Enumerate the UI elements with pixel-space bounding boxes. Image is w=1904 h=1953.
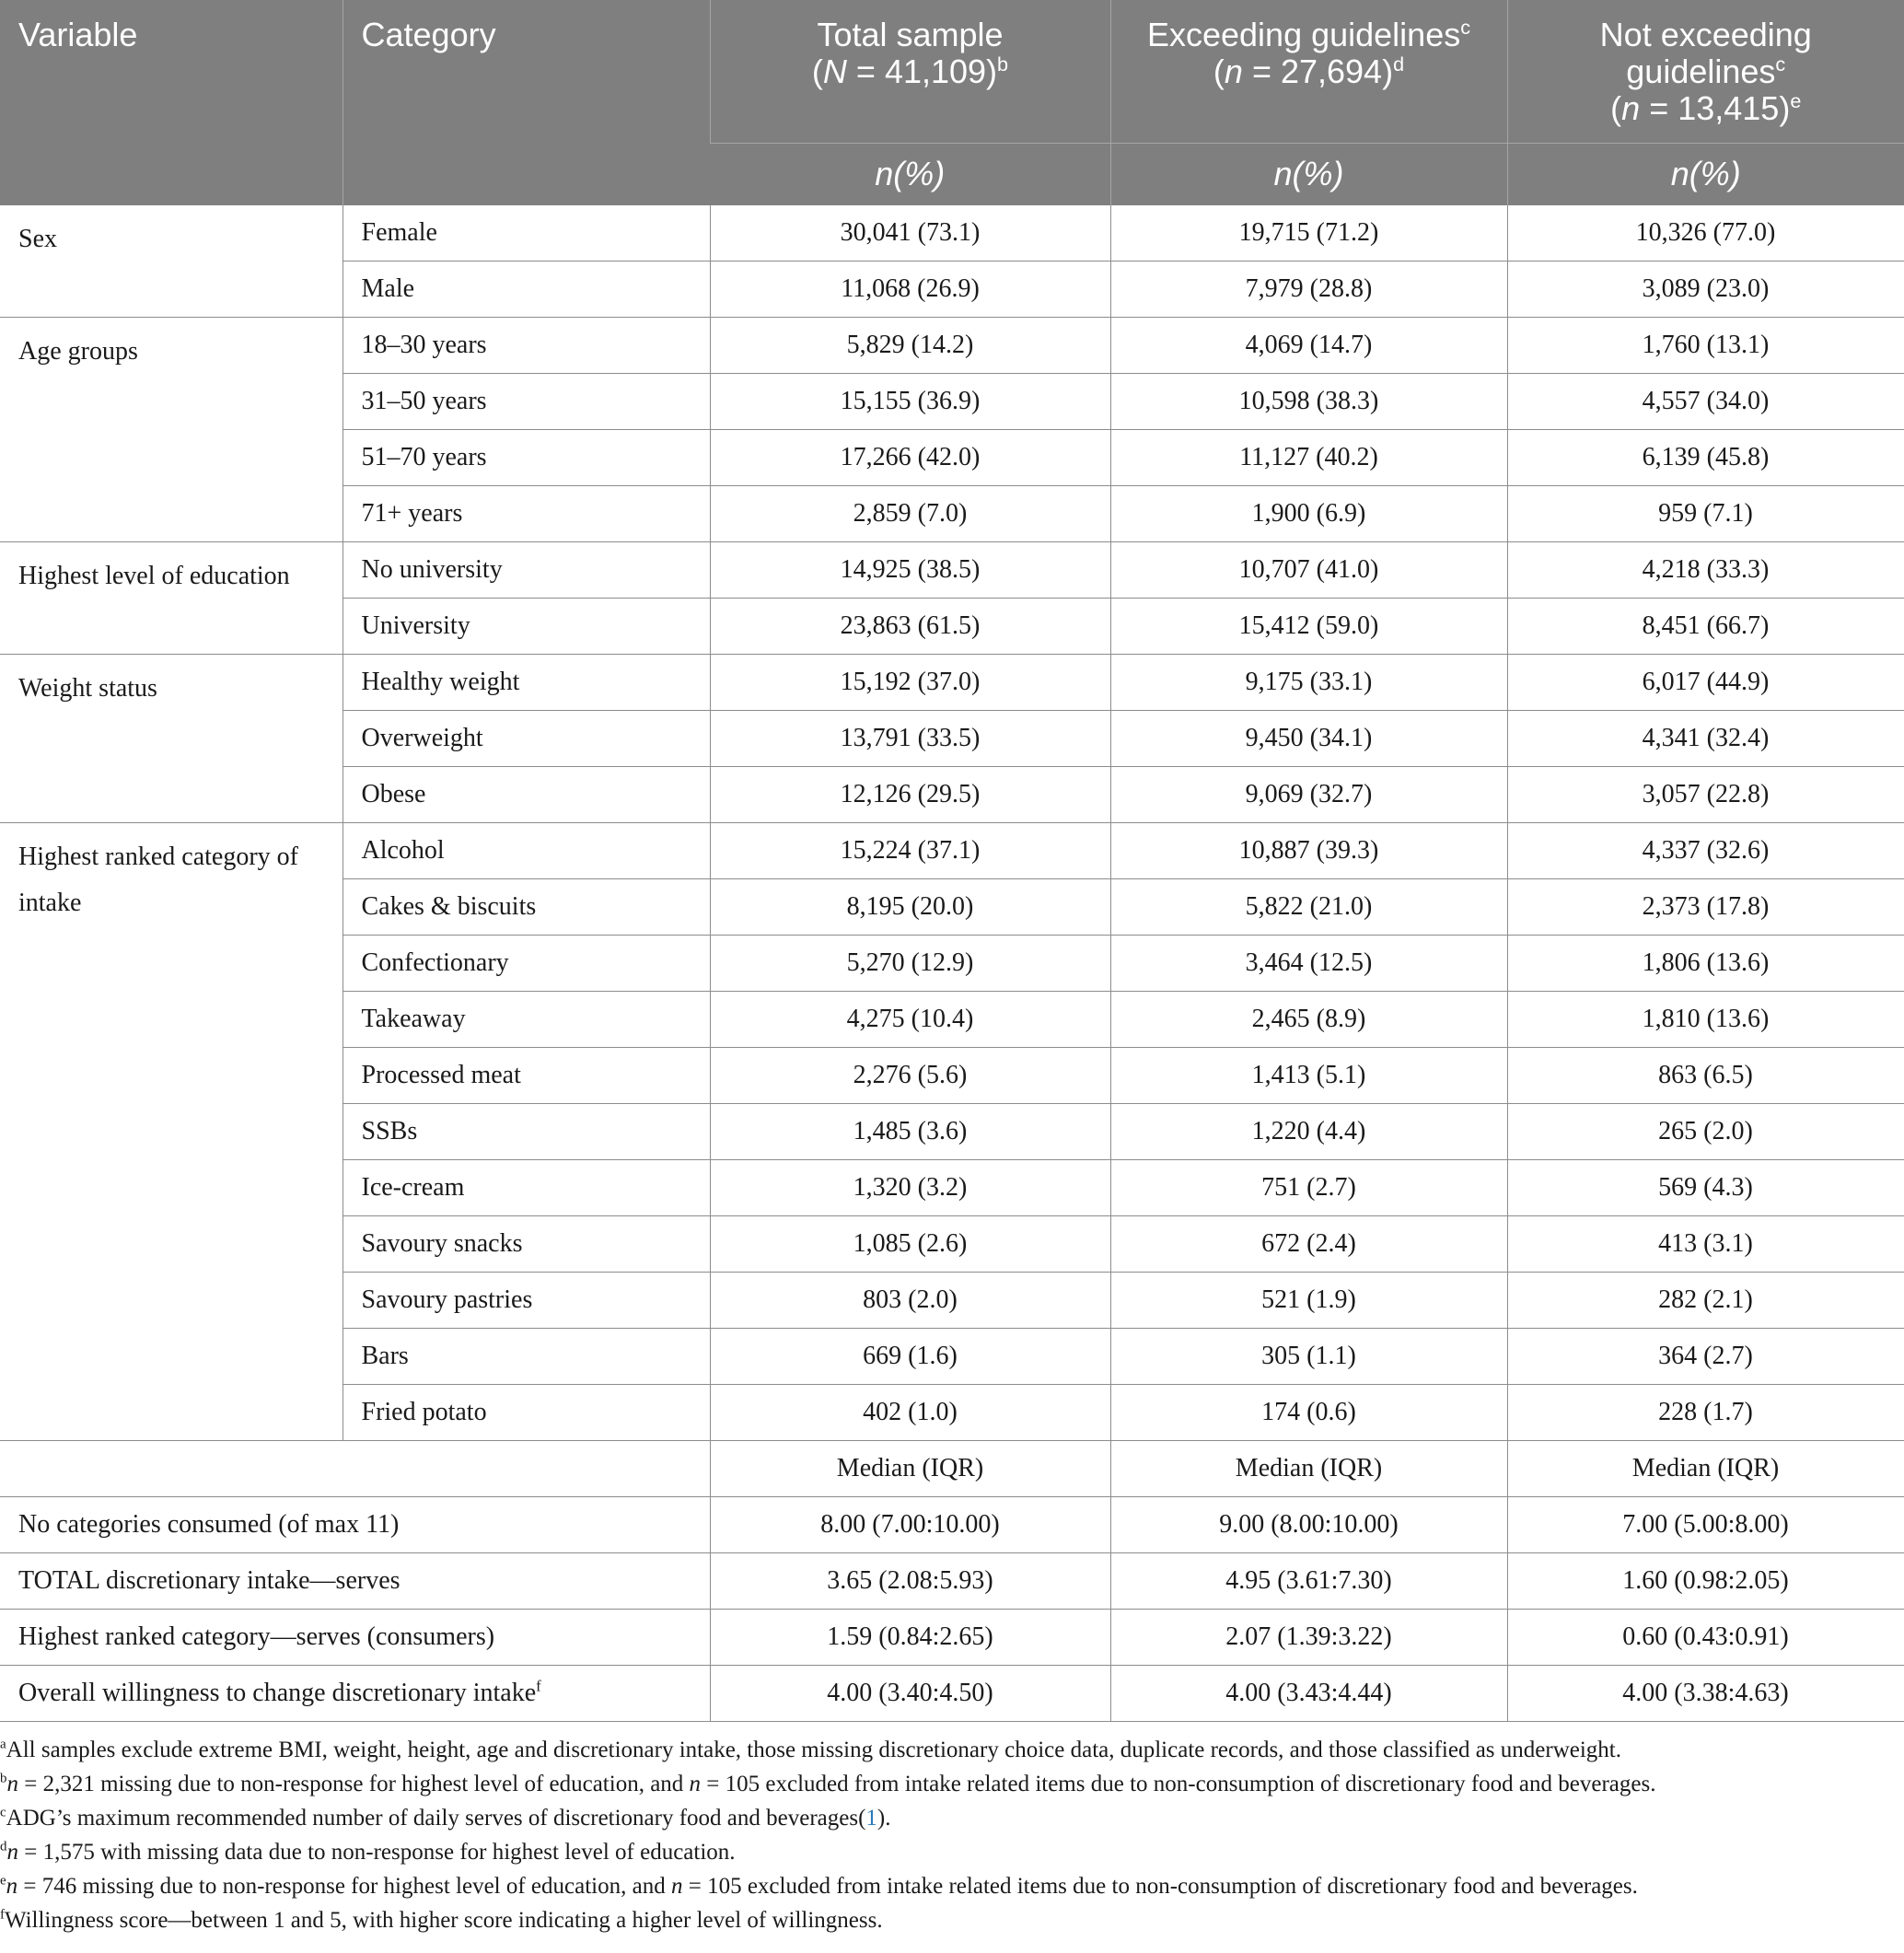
exceeding-cell: 1,220 (4.4) <box>1110 1104 1507 1160</box>
exceeding-cell: 1,900 (6.9) <box>1110 486 1507 542</box>
exceeding-cell: 672 (2.4) <box>1110 1216 1507 1273</box>
not-exceeding-cell: 4,557 (34.0) <box>1507 374 1904 430</box>
median-header-cell: Median (IQR) <box>1507 1441 1904 1497</box>
variable-cell: Age groups <box>0 318 342 542</box>
header-exceeding: Exceeding guidelines$^c$ (n = 27,694)$^d$ <box>1110 0 1507 143</box>
exceeding-cell: 10,598 (38.3) <box>1110 374 1507 430</box>
exceeding-cell: 9,069 (32.7) <box>1110 767 1507 823</box>
exceeding-cell: 7,979 (28.8) <box>1110 262 1507 318</box>
total-sample-cell: 15,224 (37.1) <box>710 823 1110 879</box>
category-cell: Takeaway <box>342 992 710 1048</box>
median-value-cell: 0.60 (0.43:0.91) <box>1507 1610 1904 1666</box>
median-row <box>0 1553 1904 1610</box>
table-row <box>0 205 1904 262</box>
not-exceeding-cell: 4,337 (32.6) <box>1507 823 1904 879</box>
median-value-cell: 3.65 (2.08:5.93) <box>710 1553 1110 1610</box>
median-value-cell: 1.59 (0.84:2.65) <box>710 1610 1110 1666</box>
not-exceeding-cell: 6,017 (44.9) <box>1507 655 1904 711</box>
total-sample-cell: 23,863 (61.5) <box>710 599 1110 655</box>
category-cell: Savoury pastries <box>342 1273 710 1329</box>
not-exceeding-cell: 1,810 (13.6) <box>1507 992 1904 1048</box>
not-exceeding-cell: 4,341 (32.4) <box>1507 711 1904 767</box>
not-exceeding-cell: 1,760 (13.1) <box>1507 318 1904 374</box>
exceeding-cell: 15,412 (59.0) <box>1110 599 1507 655</box>
footnote-c: $^c$ADG’s maximum recommended number of daily serves of discretionary food and beverages(1). <box>0 1805 891 1831</box>
footnote-d: $^d$n = 1,575 with missing data due to non-response for highest level of education. <box>0 1839 736 1865</box>
not-exceeding-cell: 413 (3.1) <box>1507 1216 1904 1273</box>
variable-cell: Highest level of education <box>0 542 342 655</box>
exceeding-cell: 1,413 (5.1) <box>1110 1048 1507 1104</box>
median-row <box>0 1610 1904 1666</box>
table-row <box>0 823 1904 879</box>
footnote-a: $^a$All samples exclude extreme BMI, weight, height, age and discretionary intake, those missing discretionary choice data, duplicate records, and those classified as underweight. <box>0 1737 1621 1762</box>
category-cell: SSBs <box>342 1104 710 1160</box>
category-cell: 31–50 years <box>342 374 710 430</box>
median-row-label <box>0 1666 710 1722</box>
footnote-marker: f <box>536 1677 541 1695</box>
header-not-exceeding: Not exceeding guidelines$^c$ (n = 13,415)$^e$ <box>1507 0 1904 143</box>
exceeding-cell: 5,822 (21.0) <box>1110 879 1507 936</box>
total-sample-cell: 17,266 (42.0) <box>710 430 1110 486</box>
total-sample-cell: 30,041 (73.1) <box>710 205 1110 262</box>
reference-link[interactable]: 1 <box>865 1806 877 1831</box>
not-exceeding-cell: 3,089 (23.0) <box>1507 262 1904 318</box>
exceeding-cell: 10,707 (41.0) <box>1110 542 1507 599</box>
median-header-blank <box>0 1441 710 1497</box>
category-cell: Cakes & biscuits <box>342 879 710 936</box>
median-row-label-text: TOTAL discretionary intake—serves <box>18 1566 401 1595</box>
median-value-cell: 4.00 (3.40:4.50) <box>710 1666 1110 1722</box>
median-row <box>0 1497 1904 1553</box>
category-cell: No university <box>342 542 710 599</box>
exceeding-cell: 19,715 (71.2) <box>1110 205 1507 262</box>
header-variable: Variable <box>0 0 342 205</box>
total-sample-cell: 1,485 (3.6) <box>710 1104 1110 1160</box>
category-cell: Confectionary <box>342 936 710 992</box>
subheader-total: n(%) <box>710 143 1110 205</box>
total-sample-cell: 11,068 (26.9) <box>710 262 1110 318</box>
median-row-label <box>0 1553 710 1610</box>
table-header <box>0 0 1904 205</box>
median-value-cell: 4.95 (3.61:7.30) <box>1110 1553 1507 1610</box>
not-exceeding-cell: 2,373 (17.8) <box>1507 879 1904 936</box>
total-sample-cell: 15,155 (36.9) <box>710 374 1110 430</box>
not-exceeding-cell: 265 (2.0) <box>1507 1104 1904 1160</box>
total-sample-cell: 8,195 (20.0) <box>710 879 1110 936</box>
total-sample-cell: 5,270 (12.9) <box>710 936 1110 992</box>
median-value-cell: 4.00 (3.38:4.63) <box>1507 1666 1904 1722</box>
header-total-sample: Total sample (N = 41,109)$^b$ <box>710 0 1110 143</box>
footnote-b: $^b$n = 2,321 missing due to non-response for highest level of education, and n = 105 excluded from intake related items due to non-consumption of discretionary food and beverages. <box>0 1771 1656 1796</box>
category-cell: Obese <box>342 767 710 823</box>
total-sample-cell: 5,829 (14.2) <box>710 318 1110 374</box>
median-row-label <box>0 1497 710 1553</box>
total-sample-cell: 803 (2.0) <box>710 1273 1110 1329</box>
not-exceeding-cell: 8,451 (66.7) <box>1507 599 1904 655</box>
median-header-row <box>0 1441 1904 1497</box>
category-cell: 71+ years <box>342 486 710 542</box>
category-cell: University <box>342 599 710 655</box>
median-header-cell: Median (IQR) <box>1110 1441 1507 1497</box>
median-row-label-text: Highest ranked category—serves (consumers) <box>18 1622 495 1651</box>
total-sample-cell: 13,791 (33.5) <box>710 711 1110 767</box>
total-sample-cell: 1,320 (3.2) <box>710 1160 1110 1216</box>
not-exceeding-cell: 6,139 (45.8) <box>1507 430 1904 486</box>
total-sample-cell: 4,275 (10.4) <box>710 992 1110 1048</box>
table-row <box>0 655 1904 711</box>
median-row-label <box>0 1610 710 1666</box>
category-cell: Processed meat <box>342 1048 710 1104</box>
exceeding-cell: 4,069 (14.7) <box>1110 318 1507 374</box>
total-sample-cell: 14,925 (38.5) <box>710 542 1110 599</box>
median-value-cell: 7.00 (5.00:8.00) <box>1507 1497 1904 1553</box>
category-cell: Savoury snacks <box>342 1216 710 1273</box>
not-exceeding-cell: 10,326 (77.0) <box>1507 205 1904 262</box>
not-exceeding-cell: 959 (7.1) <box>1507 486 1904 542</box>
total-sample-cell: 12,126 (29.5) <box>710 767 1110 823</box>
category-cell: Male <box>342 262 710 318</box>
exceeding-cell: 3,464 (12.5) <box>1110 936 1507 992</box>
median-row-label-text: No categories consumed (of max 11) <box>18 1510 400 1539</box>
not-exceeding-cell: 364 (2.7) <box>1507 1329 1904 1385</box>
exceeding-cell: 10,887 (39.3) <box>1110 823 1507 879</box>
not-exceeding-cell: 228 (1.7) <box>1507 1385 1904 1441</box>
exceeding-cell: 174 (0.6) <box>1110 1385 1507 1441</box>
median-value-cell: 1.60 (0.98:2.05) <box>1507 1553 1904 1610</box>
category-cell: Ice-cream <box>342 1160 710 1216</box>
subheader-exceeding: n(%) <box>1110 143 1507 205</box>
variable-cell: Weight status <box>0 655 342 823</box>
category-cell: Alcohol <box>342 823 710 879</box>
category-cell: Overweight <box>342 711 710 767</box>
category-cell: Healthy weight <box>342 655 710 711</box>
exceeding-cell: 11,127 (40.2) <box>1110 430 1507 486</box>
median-value-cell: 2.07 (1.39:3.22) <box>1110 1610 1507 1666</box>
not-exceeding-cell: 3,057 (22.8) <box>1507 767 1904 823</box>
variable-cell: Highest ranked category of intake <box>0 823 342 1441</box>
subheader-not-exceeding: n(%) <box>1507 143 1904 205</box>
total-sample-cell: 669 (1.6) <box>710 1329 1110 1385</box>
not-exceeding-cell: 4,218 (33.3) <box>1507 542 1904 599</box>
median-value-cell: 9.00 (8.00:10.00) <box>1110 1497 1507 1553</box>
table-body <box>0 205 1904 1722</box>
total-sample-cell: 15,192 (37.0) <box>710 655 1110 711</box>
not-exceeding-cell: 863 (6.5) <box>1507 1048 1904 1104</box>
exceeding-cell: 9,450 (34.1) <box>1110 711 1507 767</box>
median-row <box>0 1666 1904 1722</box>
footnote-f: $^f$Willingness score—between 1 and 5, with higher score indicating a higher level of willingness. <box>0 1907 883 1933</box>
exceeding-cell: 2,465 (8.9) <box>1110 992 1507 1048</box>
table-row <box>0 318 1904 374</box>
table-row <box>0 542 1904 599</box>
exceeding-cell: 305 (1.1) <box>1110 1329 1507 1385</box>
median-value-cell: 8.00 (7.00:10.00) <box>710 1497 1110 1553</box>
variable-cell: Sex <box>0 205 342 318</box>
category-cell: Bars <box>342 1329 710 1385</box>
not-exceeding-cell: 569 (4.3) <box>1507 1160 1904 1216</box>
median-row-label-text: Overall willingness to change discretionary intake <box>18 1679 537 1707</box>
category-cell: 18–30 years <box>342 318 710 374</box>
median-value-cell: 4.00 (3.43:4.44) <box>1110 1666 1507 1722</box>
header-category: Category <box>342 0 710 205</box>
category-cell: 51–70 years <box>342 430 710 486</box>
median-header-cell: Median (IQR) <box>710 1441 1110 1497</box>
total-sample-cell: 1,085 (2.6) <box>710 1216 1110 1273</box>
not-exceeding-cell: 1,806 (13.6) <box>1507 936 1904 992</box>
exceeding-cell: 751 (2.7) <box>1110 1160 1507 1216</box>
total-sample-cell: 2,859 (7.0) <box>710 486 1110 542</box>
exceeding-cell: 9,175 (33.1) <box>1110 655 1507 711</box>
total-sample-cell: 2,276 (5.6) <box>710 1048 1110 1104</box>
not-exceeding-cell: 282 (2.1) <box>1507 1273 1904 1329</box>
footnote-e: $^e$n = 746 missing due to non-response for highest level of education, and n = 105 excluded from intake related items due to non-consumption of discretionary food and beverages. <box>0 1873 1638 1899</box>
footnotes <box>0 1722 1904 1937</box>
total-sample-cell: 402 (1.0) <box>710 1385 1110 1441</box>
category-cell: Fried potato <box>342 1385 710 1441</box>
category-cell: Female <box>342 205 710 262</box>
exceeding-cell: 521 (1.9) <box>1110 1273 1507 1329</box>
